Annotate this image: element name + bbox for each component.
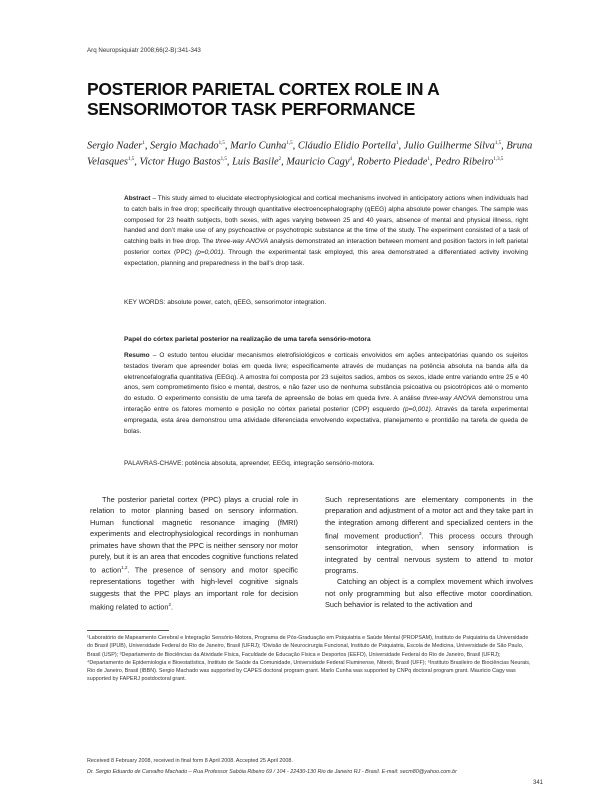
affiliations-footnote: ¹Laboratório de Mapeamento Cerebral e Integração Sensório-Motora, Programa de Pós-Graduação em Psiquiatria e Saúde Mental (PROPSAM), Instituto de Psiquiatria da Universidade do Brasil (IPUB), Universidade Federal do Rio de Janeiro, Brasil (UFRJ); ²Divisão de Neurocirurgia Funcional, Instituto de Psiquiatria, Escola de Medicina, Universidade de São Paulo, Brasil (USP); ³Departamento de Biociências da Atividade Física, Faculdade de Educação Física e Desportos (EEFD), Universidade Federal do Rio de Janeiro, Brasil (UFRJ); ⁴Departamento de Epidemiologia e Bioestatística, Instituto de Saúde da Comunidade, Universidade Federal Fluminense, Niterói, Brasil (UFF); ⁵Instituto Brasileiro de Biociências Neurais, Rio de Janeiro, Brasil (IBBN). Sergio Machado was supported by CAPES doctoral program grant. Marlo Cunha was supported by CNPq doctoral program grant. Mauricio Cagy was supported by FAPERJ postdoctoral grant.: [87, 635, 531, 683]
author-affiliation: 1: [427, 157, 430, 163]
resumo-pvalue: (p=0,001): [402, 405, 431, 413]
footnote-divider: [87, 630, 169, 631]
abstract-anova: three-way ANOVA: [215, 238, 269, 246]
portuguese-title: Papel do córtex parietal posterior na realização de uma tarefa sensório-motora: [124, 336, 371, 343]
author-affiliation: 1: [395, 141, 399, 146]
abstract-text-1: – This study aimed to elucidate electrophysiological and cortical mechanisms involved in anticipatory actions when individuals had to catch balls in free drop; specifically through quantitative electroencephalography (qEEG) alpha absolute power changes. The sample was composed for 23 health subjects, both sexes, with ages varying between 25 and 40 years, absence of mental and physical illness, right handed and don’t make use of any psychoactive or psychotropic substance at the time of the study. The experiment consisted of a task of catching balls in free drop. The: [124, 195, 528, 246]
abstract-english: [124, 194, 528, 270]
author-name: Pedro Ribeiro: [435, 156, 494, 168]
author-affiliation: 1,5: [286, 141, 293, 146]
resumo-text-3: . Através da tarefa experimental empregada, esta área demonstrou uma atividade diferenciada envolvendo expectativa, planejamento e prontidão na tarefa de queda de bolas.: [124, 405, 528, 435]
keywords-portuguese: PALAVRAS-CHAVE: potência absoluta, apreender, EEGq, integração sensório-motora.: [124, 460, 375, 467]
body-text: . This process occurs through sensorimotor integration, when sensory information is integrated by central nervous system to attend to motor programs.: [325, 531, 533, 575]
author-name: Bruna Velasques: [87, 140, 533, 168]
author-name: Luis Basile: [232, 156, 279, 168]
resumo-anova: three-way ANOVA: [422, 395, 477, 403]
received-dates: Received 8 February 2008, received in final form 8 April 2008. Accepted 25 April 2008.: [87, 758, 293, 764]
author-name: Marlo Cunha: [230, 140, 287, 152]
body-text: . The presence of sensory and motor specific representations together with high-level cognitive signals suggests that the PPC plays an important role for decision making related to action: [90, 565, 298, 612]
author-name: Cláudio Elidio Portella: [297, 140, 396, 152]
body-text: .: [170, 602, 174, 612]
body-text: Such representations are elementary components in the preparation and adjustment of a motor act and they take part in the integration among different and specialized centers in the final movement production: [325, 495, 533, 541]
author-name: Sergio Machado: [150, 140, 219, 152]
correspondence-address: Dr. Sergio Eduardo de Carvalho Machado – Rua Professor Sabóia Ribeiro 69 / 104 - 22430-130 Rio de Janeiro RJ - Brasil. E-mail: secm80@yahoo.com.br: [87, 769, 457, 775]
body-paragraph: [90, 494, 298, 613]
abstract-portuguese: [124, 351, 528, 437]
author-name: Mauricio Cagy: [286, 156, 350, 168]
author-name: Julio Guilherme Silva: [403, 140, 495, 152]
body-text: The posterior parietal cortex (PPC) plays a crucial role in relation to motor planning based on sensory information. Human functional magnetic resonance imaging (fMRI) experiments and electrophysiological recordings in nonhuman primates have shown that the PPC is neither sensory nor motor purely, but it is an area that encodes cognitive functions related to action: [90, 495, 298, 575]
citation: 2: [168, 602, 171, 608]
author-name: Sergio Nader: [87, 140, 143, 152]
author-name: Victor Hugo Bastos: [139, 156, 221, 168]
journal-reference: Arq Neuropsiquiatr 2008;66(2-B):341-343: [87, 47, 201, 54]
keywords-english: KEY WORDS: absolute power, catch, qEEG, sensorimotor integration.: [124, 299, 327, 306]
author-affiliation: 1,5: [220, 157, 227, 163]
body-column-left: [90, 494, 298, 613]
author-affiliation: 1: [142, 141, 145, 146]
resumo-text-2: demonstrou uma interação entre os fatores momento e posição no córtex parietal posterior (CPP) esquerdo: [124, 395, 528, 413]
resumo-label: Resumo: [124, 352, 150, 359]
author-list: Sergio Nader$^1$, Sergio Machado$^{1,5}$, Marlo Cunha$^{1,5}$, Cláudio Elidio Portella$^1$, Julio Guilherme Silva$^{1,5}$, Bruna Velasques$^{1,5}$, Victor Hugo Bastos$^{1,5}$, Luis Basile$^2$, Mauricio Cagy$^4$, Roberto Piedade$^1$, Pedro Ribeiro$^{1,3,5}$: [87, 140, 533, 168]
article-title: POSTERIOR PARIETAL CORTEX ROLE IN A SENSORIMOTOR TASK PERFORMANCE: [87, 79, 439, 119]
author-affiliation: 1,3,5: [493, 157, 504, 163]
body-column-right: [325, 494, 533, 611]
author-name: Roberto Piedade: [357, 156, 428, 168]
author-affiliation: 1,5: [127, 157, 135, 163]
citation: 1,2: [121, 565, 128, 571]
body-paragraph: Catching an object is a complex movement which involves not only programming but also effective motor coordination. Such behavior is related to the activation and: [325, 577, 533, 610]
resumo-text-1: – O estudo tentou elucidar mecanismos eletrofisiológicos e corticais envolvidos em ações antecipatórias quando os sujeitos testados tiveram que apreender bolas em queda livre; especificamente através de mudanças na potência absoluta na banda alfa da eletrencefalografia quantitativa (EEGq). A amostra foi composta por 23 sujeitos sadios, ambos os sexos, idade entre variando entre 25 e 40 anos, sem comprometimento físico e mental, destros, e não fazer uso de nenhuma substância psicoativa ou psicotrópicos até o momento do estudo. O experimento consistiu de uma tarefa de apreensão de bolas em queda livre. A análise: [124, 352, 528, 403]
abstract-pvalue: (p=0,001): [195, 248, 224, 256]
author-affiliation: 1,5: [494, 141, 502, 146]
page-number: 341: [533, 780, 544, 786]
abstract-text-3: . Through the experimental task employed, this area demonstrated a differentiated activity involving expectation, planning and preparedness in the ball’s drop task.: [124, 248, 528, 267]
author-affiliation: 2: [278, 157, 282, 163]
abstract-text-2: analysis demonstrated an interaction between moment and position factors in left parietal posterior cortex (PPC): [124, 238, 528, 256]
body-paragraph: [325, 494, 533, 576]
author-affiliation: 4: [349, 157, 352, 163]
citation: 3: [419, 531, 422, 537]
author-affiliation: 1,5: [218, 141, 225, 146]
abstract-label: Abstract: [124, 195, 151, 202]
